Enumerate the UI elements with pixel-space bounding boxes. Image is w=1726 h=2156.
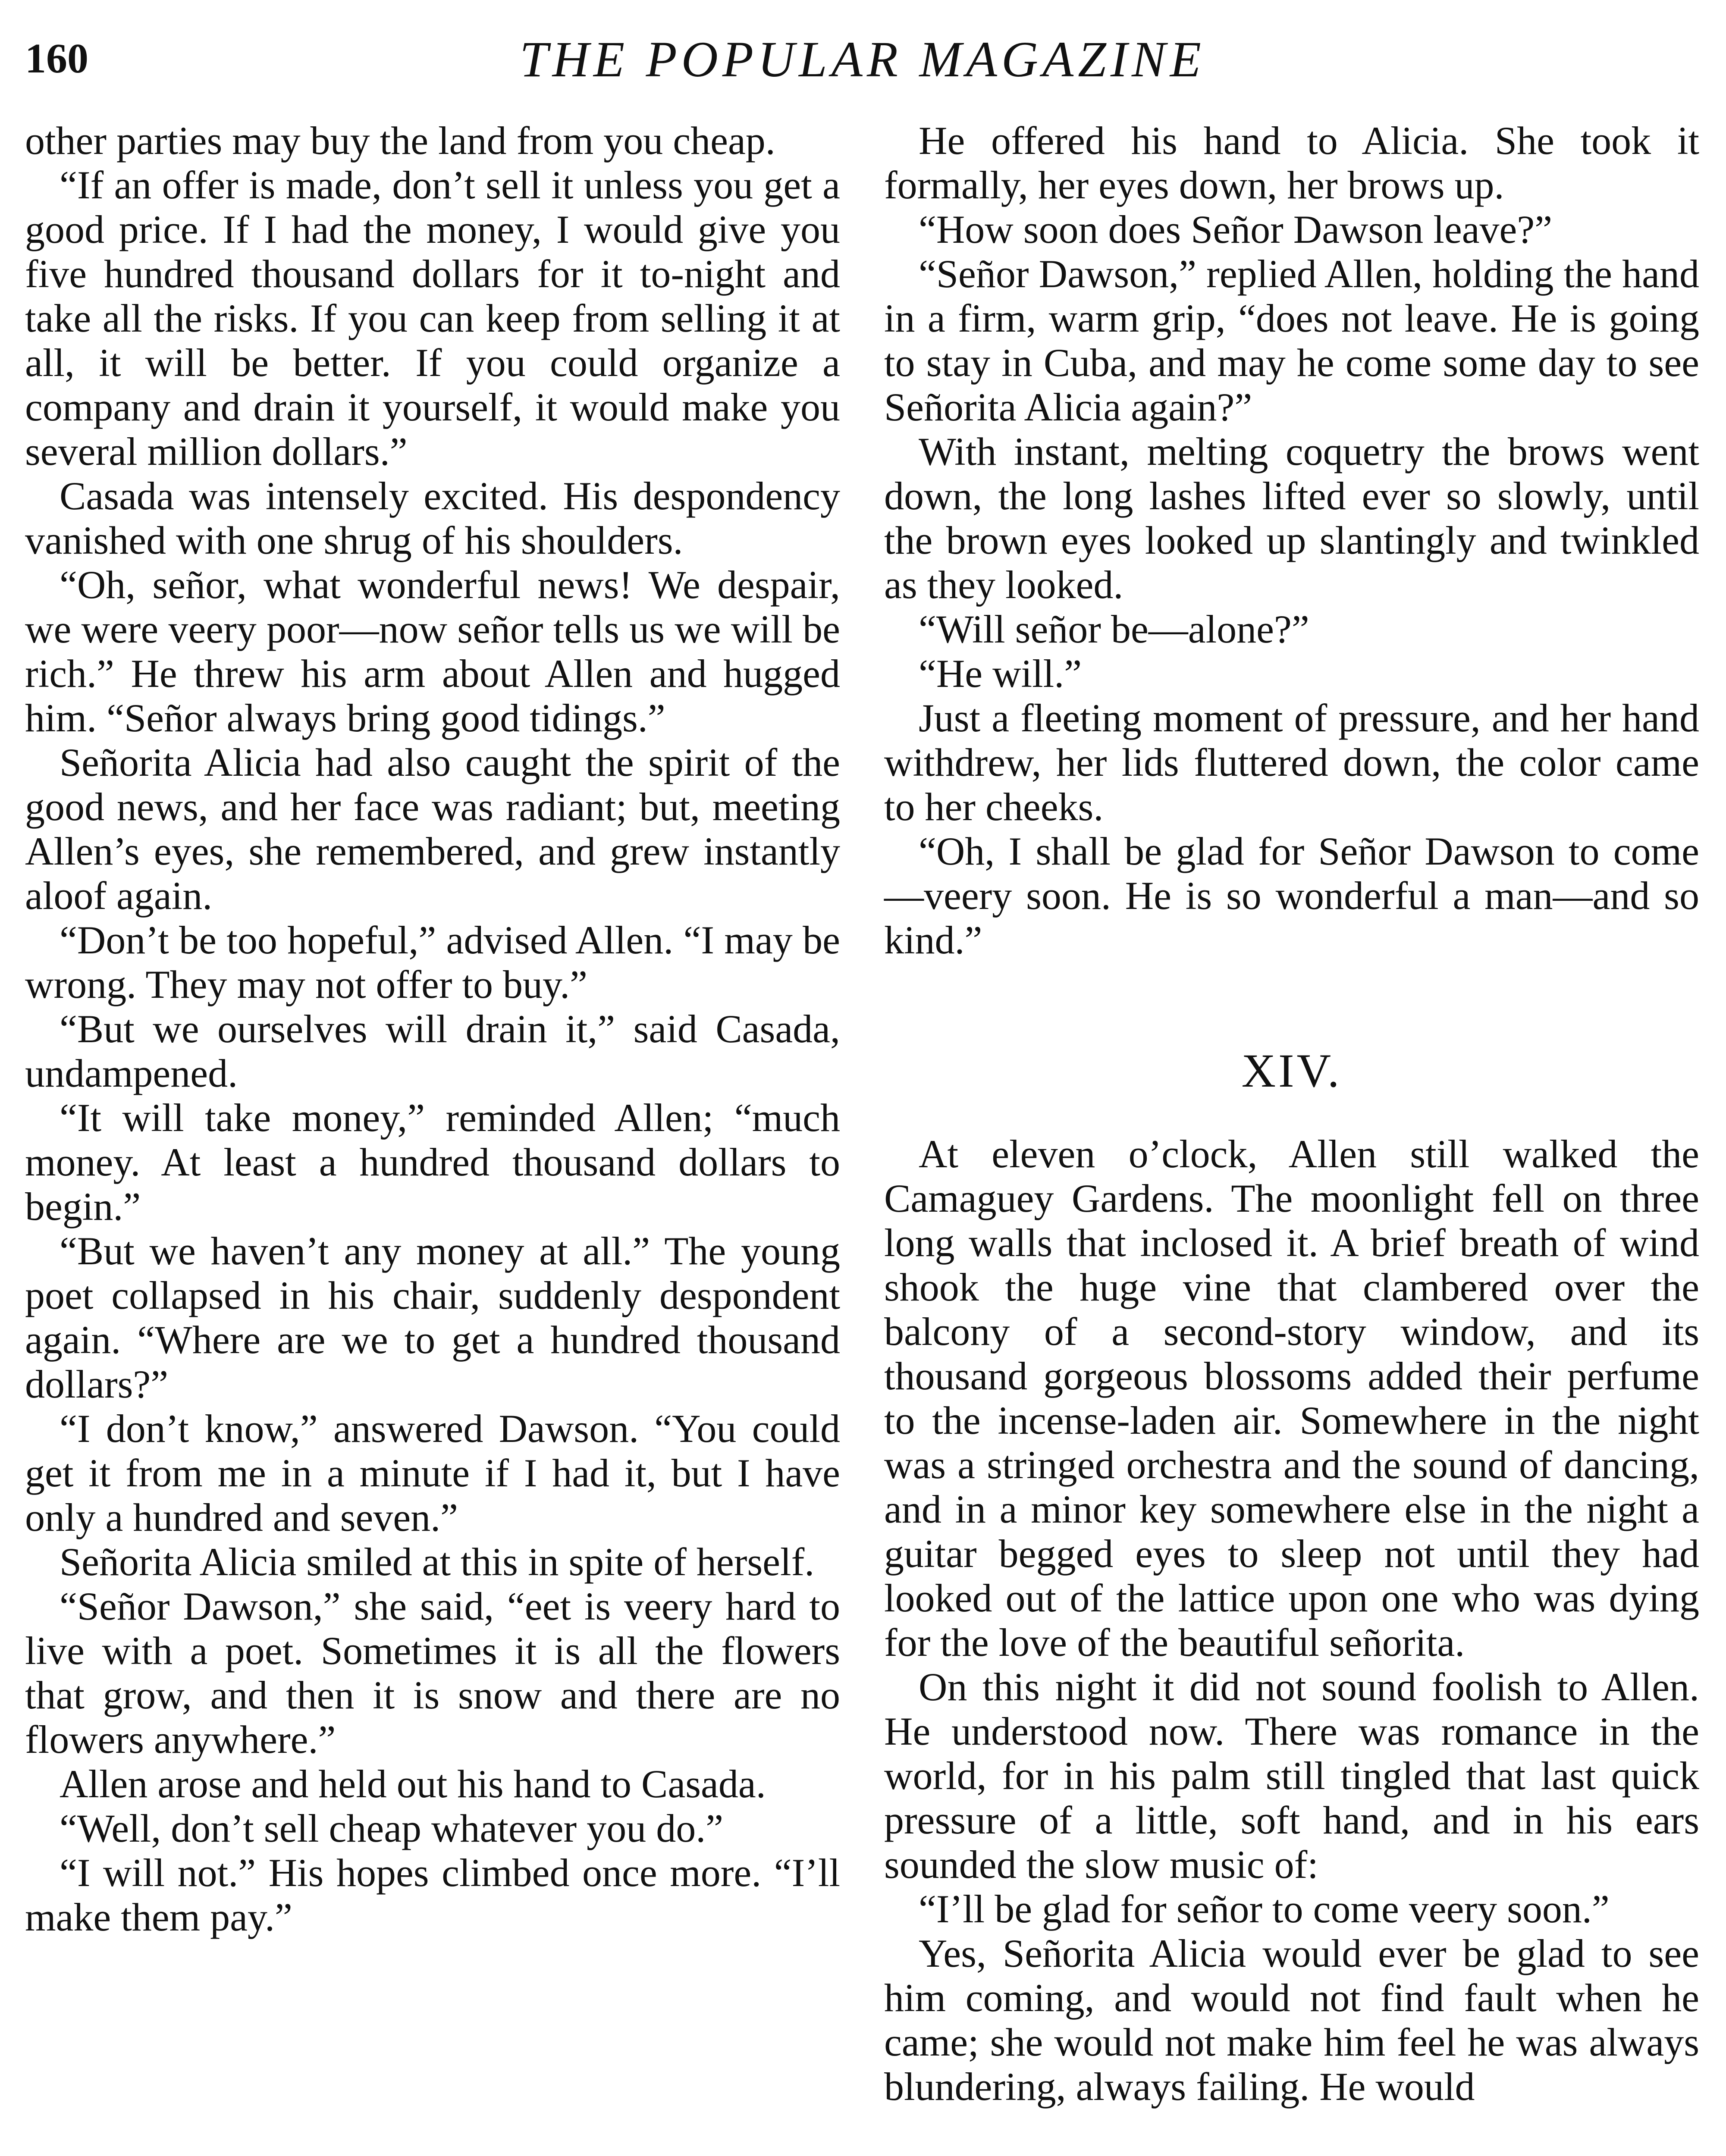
paragraph: “Don’t be too hopeful,” advised Allen. “I may be wrong. They may not offer to buy.” [25, 918, 840, 1006]
paragraph: “How soon does Señor Dawson leave?” [919, 207, 1553, 251]
paragraph: “I will not.” His hopes climbed once more. “I’ll make them pay.” [25, 1851, 840, 1939]
paragraph: Casada was intensely excited. His despondency vanished with one shrug of his shoulders. [25, 474, 840, 562]
paragraph: On this night it did not sound foolish to Allen. He understood now. There was romance in the world, for in his palm still tingled that last quick pressure of a little, soft hand, and in his ears sounded the slow music of: [884, 1665, 1699, 1887]
running-title: THE POPULAR MAGAZINE [520, 31, 1205, 88]
paragraph: At eleven o’clock, Allen still walked the Camaguey Gardens. The moonlight fell on three long walls that inclosed it. A brief breath of wind shook the huge vine that clambered over the balcony of a second-story window, and its thousand gorgeous blossoms added their perfume to the incense-laden air. Somewhere in the night was a stringed orchestra and the sound of dancing, and in a minor key somewhere else in the night a guitar begged eyes to sleep not until they had looked out of the lattice upon one who was dying for the love of the beautiful señorita. [884, 1132, 1699, 1664]
paragraph: He offered his hand to Alicia. She took it formally, her eyes down, her brows up. [884, 119, 1699, 207]
paragraph: “He will.” [919, 652, 1082, 696]
paragraph: “But we ourselves will drain it,” said Casada, undampened. [25, 1007, 840, 1095]
paragraph: “I don’t know,” answered Dawson. “You could get it from me in a minute if I had it, but I have only a hundred and seven.” [25, 1407, 840, 1539]
paragraph: With instant, melting coquetry the brows went down, the long lashes lifted ever so slowly, until the brown eyes looked up slantingly and twinkled as they looked. [884, 429, 1699, 607]
paragraph: Yes, Señorita Alicia would ever be glad to see him coming, and would not find fault when he came; she would not make him feel he was always blundering, always failing. He would [884, 1931, 1699, 2109]
paragraph: “But we haven’t any money at all.” The young poet collapsed in his chair, suddenly despondent again. “Where are we to get a hundred thousand dollars?” [25, 1229, 840, 1406]
right-column [884, 119, 1699, 2109]
paragraph: “Oh, I shall be glad for Señor Dawson to come—veery soon. He is so wonderful a man—and so kind.” [884, 829, 1699, 962]
page-header [25, 26, 1700, 121]
paragraph: “Well, don’t sell cheap whatever you do.” [60, 1806, 724, 1850]
paragraph: Just a fleeting moment of pressure, and her hand withdrew, her lids fluttered down, the color came to her cheeks. [884, 696, 1699, 829]
paragraph: Señorita Alicia had also caught the spirit of the good news, and her face was radiant; but, meeting Allen’s eyes, she remembered, and grew instantly aloof again. [25, 740, 840, 918]
chapter-heading: XIV. [1241, 1044, 1342, 1097]
left-column [25, 119, 840, 1940]
paragraph: Allen arose and held out his hand to Casada. [60, 1762, 766, 1806]
paragraph: Señorita Alicia smiled at this in spite of herself. [60, 1540, 815, 1584]
paragraph: “Oh, señor, what wonderful news! We despair, we were veery poor—now señor tells us we will be rich.” He threw his arm about Allen and hugged him. “Señor always bring good tidings.” [25, 563, 840, 740]
paragraph: “Will señor be—alone?” [919, 607, 1309, 651]
paragraph: other parties may buy the land from you cheap. [25, 119, 775, 163]
paragraph: “It will take money,” reminded Allen; “much money. At least a hundred thousand dollars to begin.” [25, 1096, 840, 1228]
paragraph: “Señor Dawson,” she said, “eet is veery hard to live with a poet. Sometimes it is all the flowers that grow, and then it is snow and there are no flowers anywhere.” [25, 1584, 840, 1761]
paragraph: “Señor Dawson,” replied Allen, holding the hand in a firm, warm grip, “does not leave. He is going to stay in Cuba, and may he come some day to see Señorita Alicia again?” [884, 252, 1699, 429]
paragraph: “If an offer is made, don’t sell it unless you get a good price. If I had the money, I would give you five hundred thousand dollars for it to-night and take all the risks. If you can keep from selling it at all, it will be better. If you could organize a company and drain it yourself, it would make you several million dollars.” [25, 163, 840, 473]
paragraph: “I’ll be glad for señor to come veery soon.” [919, 1887, 1610, 1931]
page-number: 160 [25, 35, 88, 82]
